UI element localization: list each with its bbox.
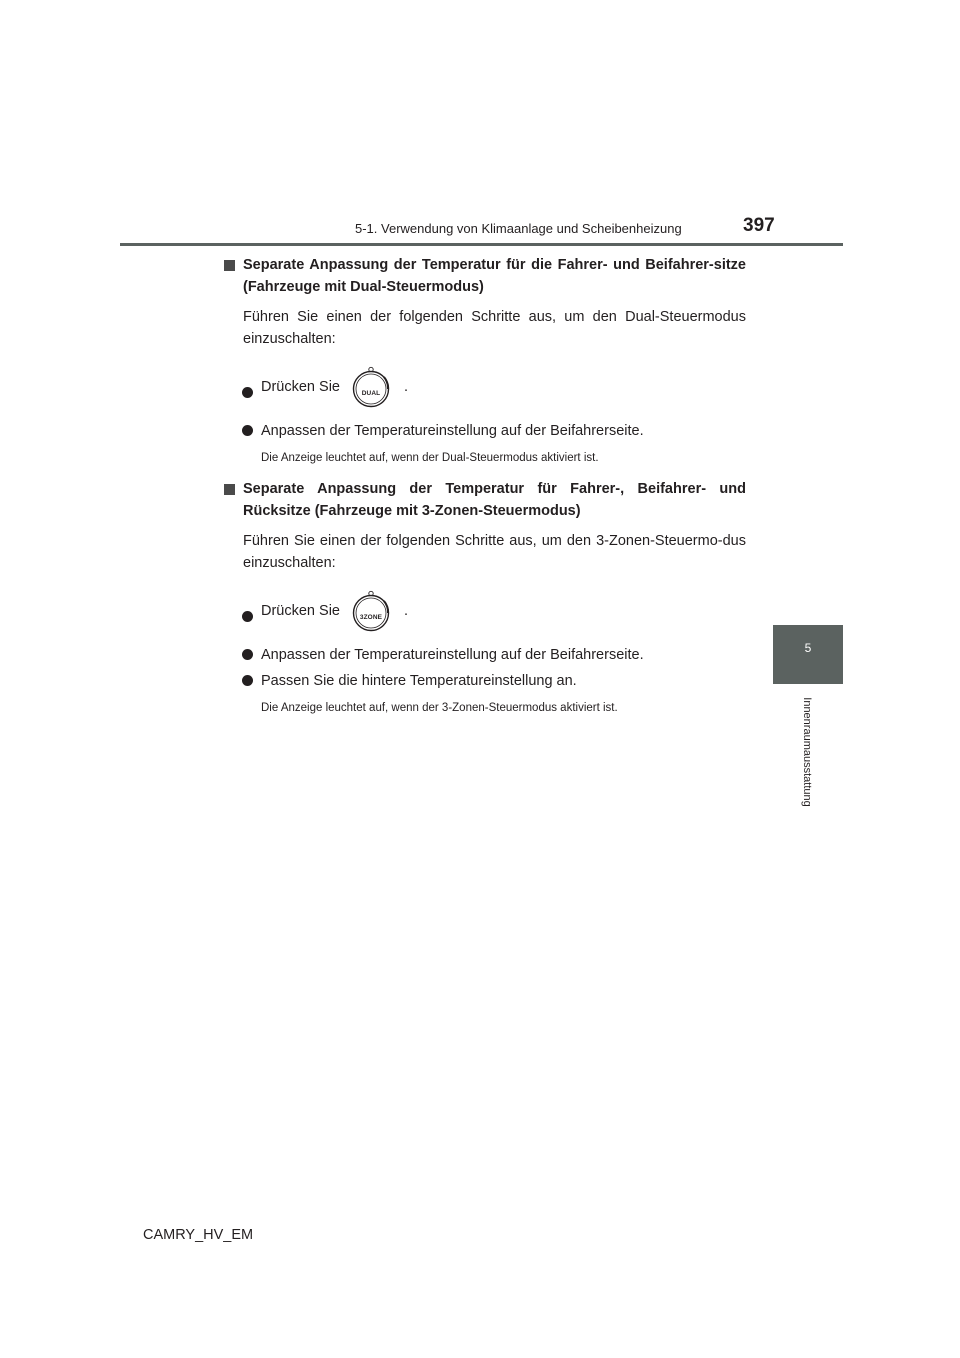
round-bullet-icon <box>242 649 253 660</box>
section-intro: Führen Sie einen der folgenden Schritte aus, um den Dual-Steuermodus einzuschalten: <box>243 309 746 347</box>
square-bullet-icon <box>224 260 235 271</box>
section-heading-text: Separate Anpassung der Temperatur für Fahrer-, Beifahrer- und Rücksitze (Fahrzeuge mit 3-Zonen-Steuermodus) <box>243 481 746 519</box>
section-note: Die Anzeige leuchtet auf, wenn der Dual-Steuermodus aktiviert ist. <box>261 452 599 464</box>
list-item-text: Passen Sie die hintere Temperatureinstellung an. <box>261 673 577 689</box>
footer-model-code: CAMRY_HV_EM <box>143 1227 254 1243</box>
round-bullet-icon <box>242 611 253 622</box>
section-heading <box>222 478 746 522</box>
page-content <box>222 254 746 716</box>
section-heading <box>222 254 746 298</box>
section-heading-text: Separate Anpassung der Temperatur für die Fahrer- und Beifahrer-sitze (Fahrzeuge mit Dual-Steuermodus) <box>243 257 746 295</box>
chapter-tab <box>773 625 843 684</box>
knob-label: DUAL <box>361 390 381 397</box>
square-bullet-icon <box>224 484 235 495</box>
round-bullet-icon <box>242 387 253 398</box>
list-item <box>222 644 746 666</box>
press-suffix: . <box>403 379 409 395</box>
press-prefix: Drücken Sie <box>261 379 340 395</box>
round-bullet-icon <box>242 675 253 686</box>
list-item <box>222 420 746 442</box>
3zone-knob-icon <box>350 590 392 632</box>
page-number: 397 <box>743 215 775 236</box>
chapter-number: 5 <box>804 641 812 655</box>
list-item <box>222 670 746 692</box>
section-note: Die Anzeige leuchtet auf, wenn der 3-Zonen-Steuermodus aktiviert ist. <box>261 702 618 714</box>
running-header-title: 5-1. Verwendung von Klimaanlage und Scheibenheizung <box>355 221 682 236</box>
section-dual <box>222 254 746 466</box>
list-item <box>222 366 746 408</box>
section-intro: Führen Sie einen der folgenden Schritte aus, um den 3-Zonen-Steuermo-dus einzuschalten: <box>243 533 746 571</box>
list-item-text: Anpassen der Temperatureinstellung auf der Beifahrerseite. <box>261 647 644 663</box>
round-bullet-icon <box>242 425 253 436</box>
list-item-text: Anpassen der Temperatureinstellung auf der Beifahrerseite. <box>261 423 644 439</box>
press-prefix: Drücken Sie <box>261 603 340 619</box>
header-divider <box>120 243 843 246</box>
list-item <box>222 590 746 632</box>
chapter-title-vertical: Innenraumausstattung <box>801 697 813 807</box>
section-3zone <box>222 478 746 716</box>
knob-label: 3ZONE <box>359 614 383 621</box>
press-suffix: . <box>403 603 409 619</box>
dual-knob-icon <box>350 366 392 408</box>
